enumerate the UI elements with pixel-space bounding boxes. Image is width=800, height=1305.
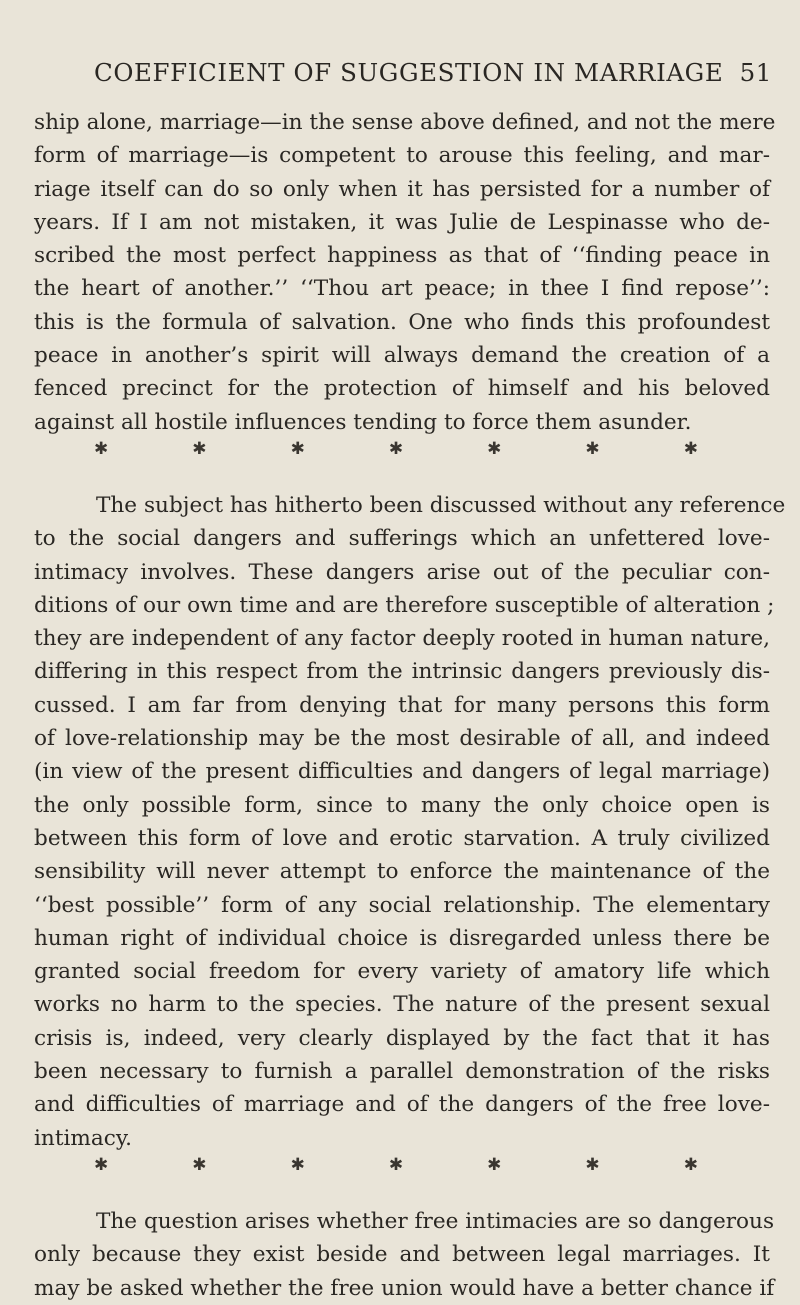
asterisk-icon: ✱ [388,1154,404,1175]
asterisk-icon: ✱ [94,1154,109,1175]
asterisk-icon: ✱ [487,438,502,459]
text-line: this is the formula of salvation. One who finds this profoundest [34,309,770,335]
text-line: scribed the most perfect happiness as that of ‘‘finding peace in [34,243,770,269]
text-line: form of marriage—is competent to arouse this feeling, and mar- [34,143,770,169]
text-line: peace in another’s spirit will always demand the creation of a [34,343,770,369]
paragraph-1 [34,106,776,439]
text-line: the heart of another.’’ ‘‘Thou art peace; in thee I find repose’’: [34,276,770,302]
text-line: to the social dangers and sufferings which an unfettered love- [34,526,770,552]
text-line: against all hostile influences tending to force them asunder. [34,409,692,435]
paragraph-3 [34,1205,775,1305]
text-line: and difficulties of marriage and of the dangers of the free love- [34,1092,770,1118]
text-line: ditions of our own time and are therefore susceptible of alteration ; [34,592,775,618]
page-number: 51 [739,58,772,87]
running-head [94,58,772,98]
text-line: the only possible form, since to many the only choice open is [34,792,770,818]
text-line: may be asked whether the free union would have a better chance if [34,1275,775,1301]
asterisk-icon: ✱ [94,438,109,459]
text-line: sensibility will never attempt to enforce the maintenance of the [34,859,770,885]
text-line: The question arises whether free intimacies are so dangerous [96,1208,775,1234]
asterisk-icon: ✱ [192,1154,207,1175]
text-line: fenced precinct for the protection of himself and his beloved [34,376,770,402]
text-line: between this form of love and erotic starvation. A truly civilized [34,825,770,851]
text-line: intimacy. [34,1125,133,1151]
body-text [34,106,786,1305]
text-line: (in view of the present difficulties and dangers of legal marriage) [34,759,770,785]
running-title: COEFFICIENT OF SUGGESTION IN MARRIAGE [94,58,724,87]
text-line: been necessary to furnish a parallel demonstration of the risks [34,1059,770,1085]
text-line: they are independent of any factor deeply rooted in human nature, [34,626,770,652]
asterisk-icon: ✱ [192,438,207,459]
text-line: intimacy involves. These dangers arise out of the peculiar con- [34,559,770,585]
asterisk-icon: ✱ [388,438,404,459]
asterisk-icon: ✱ [683,438,698,459]
text-line: differing in this respect from the intrinsic dangers previously dis- [34,659,770,685]
asterisk-icon: ✱ [290,1154,305,1175]
section-break-ornament-2 [94,1155,698,1205]
text-line: ship alone, marriage—in the sense above defined, and not the mere [34,110,776,135]
text-line: works no harm to the species. The nature of the present sexual [34,992,770,1018]
asterisk-icon: ✱ [585,438,600,459]
text-line: ‘‘best possible’’ form of any social relationship. The elementary [34,892,770,918]
text-line: years. If I am not mistaken, it was Julie de Lespinasse who de- [34,209,770,235]
asterisk-icon: ✱ [683,1154,698,1175]
asterisk-icon: ✱ [585,1154,600,1175]
text-line: human right of individual choice is disregarded unless there be [34,925,770,951]
asterisk-icon: ✱ [290,438,305,459]
text-line: crisis is, indeed, very clearly displayed by the fact that it has [34,1025,770,1051]
section-break-ornament-1 [94,439,698,489]
text-line: The subject has hitherto been discussed without any reference [96,492,786,518]
text-line: only because they exist beside and between legal marriages. It [34,1242,770,1268]
text-line: granted social freedom for every variety of amatory life which [34,959,770,985]
paragraph-2 [34,489,786,1155]
text-line: cussed. I am far from denying that for many persons this form [34,692,770,718]
text-line: of love-relationship may be the most desirable of all, and indeed [34,726,770,752]
text-line: riage itself can do so only when it has persisted for a number of [34,176,770,202]
asterisk-icon: ✱ [487,1154,502,1175]
